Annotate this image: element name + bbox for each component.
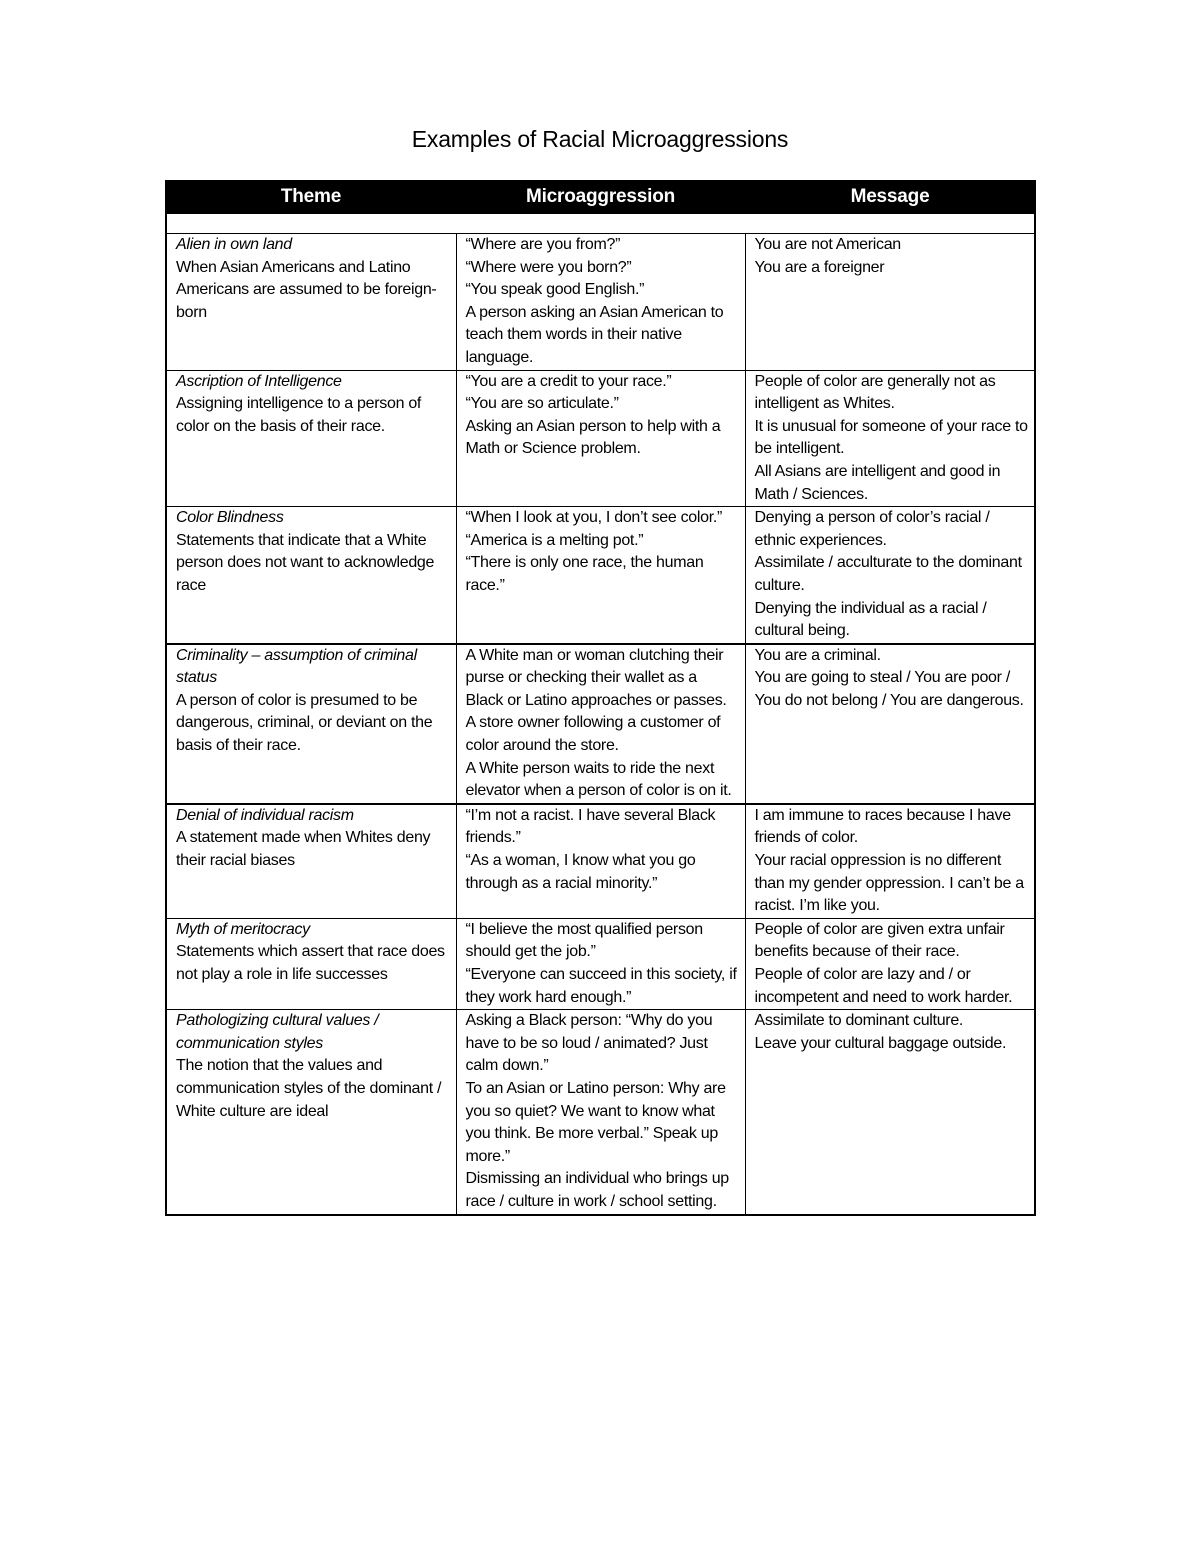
theme-name: Criminality – assumption of criminal status [176,646,417,687]
table-row [166,1010,1035,1215]
theme-description: Statements which assert that race does not play a role in life successes [176,943,445,983]
table-row [166,644,1035,804]
header-message: Message [745,181,1035,213]
microaggression-cell [456,370,745,507]
theme-name: Pathologizing cultural values / communication styles [176,1012,379,1052]
message-cell [745,234,1035,371]
theme-name: Color Blindness [176,509,284,527]
message-cell [745,370,1035,507]
message-item: Denying the individual as a racial / cultural being. [754,599,987,640]
microaggression-item: A store owner following a customer of color around the store. [465,714,721,755]
microaggression-item: “I believe the most qualified person should get the job.” [465,920,703,961]
microaggression-item: Asking a Black person: “Why do you have to be so loud / animated? Just calm down.” [465,1012,713,1075]
theme-cell [166,804,456,918]
message-cell [745,644,1035,804]
microaggression-item: “I’m not a racist. I have several Black friends.” [465,806,716,847]
theme-description: When Asian Americans and Latino Americans are assumed to be foreign-born [176,258,437,321]
microaggression-item: “Where are you from?” [465,236,621,253]
page-title: Examples of Racial Microaggressions [411,126,789,152]
message-cell [745,1010,1035,1215]
message-item: People of color are lazy and / or incompetent and need to work harder. [754,966,1013,1006]
message-item: Assimilate to dominant culture. [754,1012,964,1030]
microaggression-item: A person asking an Asian American to teach them words in their native language. [465,303,724,366]
microaggression-cell [456,644,745,804]
microaggression-item: “You are a credit to your race.” [465,372,672,390]
spacer-row [166,213,1035,234]
table-row [166,918,1035,1009]
theme-cell [166,370,456,507]
message-item: It is unusual for someone of your race to be intelligent. [754,417,1028,458]
message-item: People of color are generally not as intelligent as Whites. [754,372,996,413]
message-item: You are not American [754,236,901,253]
message-item: Denying a person of color’s racial / ethnic experiences. [754,509,990,549]
microaggression-item: Dismissing an individual who brings up race / culture in work / school setting. [465,1170,729,1210]
microaggression-item: “There is only one race, the human race.” [465,554,704,594]
table-row [166,234,1035,371]
theme-name: Myth of meritocracy [176,920,310,938]
message-item: Leave your cultural baggage outside. [754,1034,1007,1052]
microaggression-item: “When I look at you, I don’t see color.” [465,509,723,527]
message-cell [745,507,1035,644]
theme-description: A person of color is presumed to be dangerous, criminal, or deviant on the basis of their race. [176,691,433,755]
header-theme: Theme [166,181,456,213]
microaggression-item: “Everyone can succeed in this society, if they work hard enough.” [465,966,737,1006]
message-item: People of color are given extra unfair benefits because of their race. [754,920,1005,961]
microaggression-item: To an Asian or Latino person: Why are you so quiet? We want to know what you think. Be more verbal.” Speak up more.” [465,1079,726,1165]
message-cell [745,918,1035,1009]
message-item: You are a foreigner [754,258,885,276]
message-item: Your racial oppression is no different than my gender oppression. I can’t be a racist. I’m like you. [754,852,1024,915]
message-cell [745,804,1035,918]
table-row [166,507,1035,644]
microaggressions-table [165,180,1036,1216]
theme-cell [166,644,456,804]
message-item: All Asians are intelligent and good in Math / Sciences. [754,462,1001,503]
microaggression-item: “You speak good English.” [465,281,645,299]
header-microaggression: Microaggression [456,181,745,213]
theme-description: Statements that indicate that a White person does not want to acknowledge race [176,531,435,594]
microaggression-item: A White person waits to ride the next elevator when a person of color is on it. [465,759,732,800]
table-row [166,804,1035,918]
microaggression-cell [456,918,745,1009]
microaggression-item: “America is a melting pot.” [465,531,644,549]
theme-description: The notion that the values and communication styles of the dominant / White culture are ideal [176,1057,442,1120]
theme-cell [166,918,456,1009]
message-item: I am immune to races because I have friends of color. [754,806,1011,847]
microaggression-cell [456,507,745,644]
theme-description: Assigning intelligence to a person of color on the basis of their race. [176,395,422,435]
spacer-cell [166,213,1035,234]
microaggression-cell [456,234,745,371]
microaggression-cell [456,804,745,918]
message-item: You are going to steal / You are poor / You do not belong / You are dangerous. [754,669,1024,709]
theme-name: Alien in own land [176,236,292,253]
microaggression-item: “As a woman, I know what you go through as a racial minority.” [465,852,696,892]
microaggression-item: A White man or woman clutching their purse or checking their wallet as a Black or Latino approaches or passes. [465,646,727,709]
theme-cell [166,507,456,644]
message-item: You are a criminal. [754,646,881,664]
microaggression-item: “You are so articulate.” [465,395,619,413]
theme-cell [166,1010,456,1215]
theme-cell [166,234,456,371]
microaggression-cell [456,1010,745,1215]
microaggression-item: “Where were you born?” [465,258,632,276]
microaggression-item: Asking an Asian person to help with a Math or Science problem. [465,417,721,458]
theme-name: Ascription of Intelligence [176,372,342,390]
message-item: Assimilate / acculturate to the dominant culture. [754,554,1022,594]
table-row [166,370,1035,507]
header-row [166,181,1035,213]
theme-name: Denial of individual racism [176,806,354,824]
theme-description: A statement made when Whites deny their racial biases [176,829,431,870]
